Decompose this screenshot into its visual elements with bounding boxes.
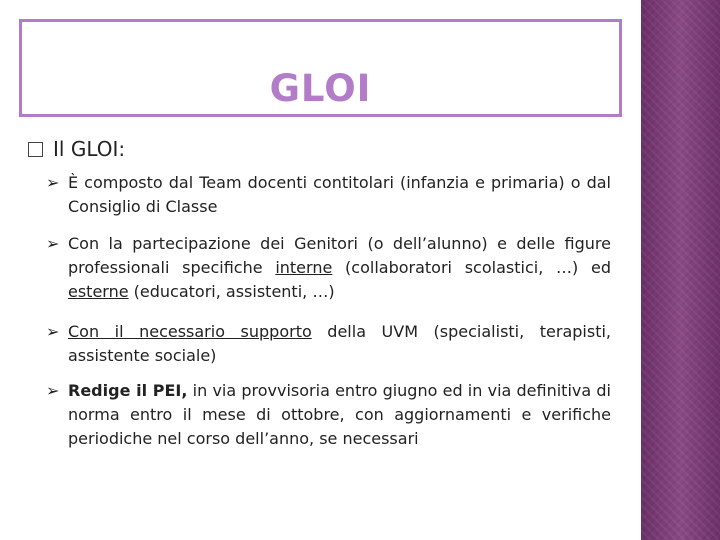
sub-item-4 xyxy=(46,379,611,451)
main-bullet xyxy=(28,137,125,161)
sub-item-text xyxy=(68,320,611,368)
text-part: della UVM (specialisti, terapisti, assistente sociale) xyxy=(68,322,611,365)
decorative-sidebar xyxy=(641,0,720,540)
bold-redige: Redige il PEI, xyxy=(68,381,188,400)
text-part: in via provvisoria entro giugno ed in via definitiva di norma entro il mese di ottobre, con aggiornamenti e verifiche periodiche nel corso dell’anno, se necessari xyxy=(68,381,611,448)
sub-item-1 xyxy=(46,171,611,219)
text-part: (collaboratori scolastici, …) ed xyxy=(332,258,611,277)
sub-item-2 xyxy=(46,232,611,304)
sub-item-text xyxy=(68,379,611,451)
arrow-bullet-icon: ➢ xyxy=(46,381,60,400)
arrow-bullet-icon: ➢ xyxy=(46,173,60,192)
bullet-main: GLOI: xyxy=(70,137,126,161)
sub-item-text: È composto dal Team docenti contitolari (infanzia e primaria) o dal Consiglio di Classe xyxy=(68,173,611,216)
bullet-prefix: Il xyxy=(53,137,65,161)
slide-title: GLOI xyxy=(269,67,372,110)
underlined-interne: interne xyxy=(275,258,333,277)
arrow-bullet-icon: ➢ xyxy=(46,322,60,341)
text-part: Con la partecipazione dei Genitori (o dell’alunno) e delle figure professionali specifiche xyxy=(68,234,611,277)
underlined-supporto: Con il necessario supporto xyxy=(68,322,312,341)
text-part: (educatori, assistenti, …) xyxy=(128,282,335,301)
title-box xyxy=(19,19,622,117)
sub-item-3 xyxy=(46,320,611,368)
arrow-bullet-icon: ➢ xyxy=(46,234,60,253)
sub-item-text xyxy=(68,232,611,304)
underlined-esterne: esterne xyxy=(68,282,129,301)
checkbox-bullet-icon xyxy=(28,142,43,157)
